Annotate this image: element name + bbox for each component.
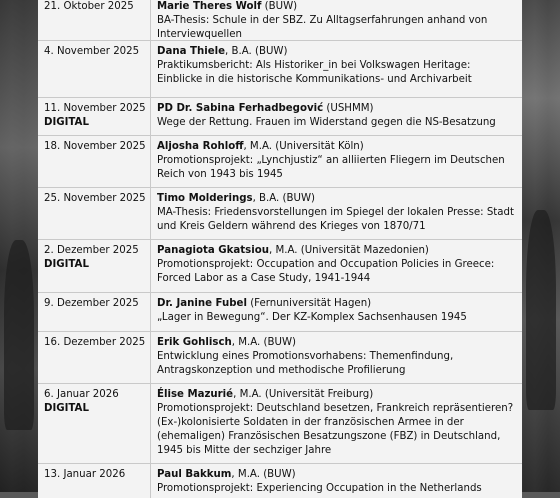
- event-info: [150, 293, 522, 331]
- talk-title: Promotionsprojekt: Occupation and Occupation Policies in Greece: Forced Labor as a Case Study, 1941-1944: [157, 259, 495, 284]
- talk-title: MA-Thesis: Friedensvorstellungen im Spiegel der lokalen Presse: Stadt und Kreis Geldern während des Krieges von 1870/71: [157, 207, 514, 232]
- event-date: 13. Januar 2026: [44, 469, 126, 480]
- event-info: [150, 136, 522, 187]
- speaker-affiliation: , M.A. (Universität Mazedonien): [268, 245, 429, 256]
- table-row: [38, 332, 522, 384]
- speaker-name: Timo Molderings: [157, 193, 253, 204]
- speaker-affiliation: (USHMM): [323, 103, 374, 114]
- speaker-affiliation: (BUW): [261, 1, 298, 12]
- speaker-name: Dana Thiele: [157, 46, 226, 57]
- background-figure: [4, 240, 34, 430]
- talk-title: BA-Thesis: Schule in der SBZ. Zu Alltagserfahrungen anhand von Interviewquellen: [157, 15, 488, 40]
- speaker-name: Paul Bakkum: [157, 469, 232, 480]
- talk-title: Praktikumsbericht: Als Historiker_in bei Volkswagen Heritage: Einblicke in die historische Kommunikations- und Archivarbeit: [157, 60, 472, 85]
- event-date: 16. Dezember 2025: [44, 337, 146, 348]
- event-date: 2. Dezember 2025 DIGITAL: [38, 240, 150, 292]
- digital-badge: DIGITAL: [44, 259, 89, 270]
- event-info: [150, 384, 522, 463]
- event-date: 18. November 2025: [44, 141, 146, 152]
- talk-title: Entwicklung eines Promotionsvorhabens: Themenfindung, Antragskonzeption und methodische Profilierung: [157, 351, 454, 376]
- table-row: [38, 240, 522, 293]
- table-row: [38, 293, 522, 332]
- table-row: [38, 136, 522, 188]
- event-date: 21. Oktober 2025: [44, 1, 134, 12]
- talk-title: „Lager in Bewegung“. Der KZ-Komplex Sachsenhausen 1945: [157, 312, 467, 323]
- talk-title: Wege der Rettung. Frauen im Widerstand gegen die NS-Besatzung: [157, 117, 496, 128]
- speaker-name: PD Dr. Sabina Ferhadbegović: [157, 103, 324, 114]
- talk-title: Promotionsprojekt: Deutschland besetzen, Frankreich repräsentieren? (Ex-)kolonisierte Soldaten in der französischen Armee in der (ehemaligen) Französischen Besatzungszone (FBZ) in Deutschland, 1945 bis Mitte der sechziger Jahre: [157, 403, 514, 456]
- event-date: 11. November 2025 DIGITAL: [44, 103, 146, 128]
- speaker-name: Erik Gohlisch: [157, 337, 232, 348]
- talk-title: Promotionsprojekt: „Lynchjustiz“ an alliierten Fliegern im Deutschen Reich von 1943 bis 1945: [157, 155, 505, 180]
- table-row: [38, 98, 522, 136]
- table-row: [38, 41, 522, 98]
- speaker-affiliation: , M.A. (BUW): [231, 469, 296, 480]
- speaker-name: Panagiota Gkatsiou: [157, 245, 269, 256]
- event-info: [150, 41, 522, 97]
- event-info: [150, 98, 522, 135]
- schedule-table: [38, 0, 522, 498]
- speaker-name: Élise Mazurié: [157, 389, 234, 400]
- event-date: 4. November 2025: [44, 46, 140, 57]
- event-date: 6. Januar 2026 DIGITAL: [38, 384, 150, 463]
- speaker-affiliation: (Fernuniversität Hagen): [246, 298, 372, 309]
- event-info: [150, 332, 522, 383]
- table-row: [38, 0, 522, 41]
- speaker-affiliation: , M.A. (BUW): [231, 337, 296, 348]
- event-date: 9. Dezember 2025: [44, 298, 139, 309]
- digital-badge: DIGITAL: [44, 117, 89, 128]
- speaker-affiliation: , B.A. (BUW): [252, 193, 316, 204]
- background-figure: [526, 210, 556, 410]
- event-info: [150, 240, 522, 292]
- talk-title: Promotionsprojekt: Experiencing Occupation in the Netherlands: [157, 483, 482, 494]
- speaker-affiliation: , M.A. (Universität Freiburg): [233, 389, 374, 400]
- speaker-affiliation: , B.A. (BUW): [225, 46, 288, 57]
- table-row: [38, 188, 522, 240]
- event-info: [150, 188, 522, 239]
- event-info: [150, 464, 522, 498]
- event-date: 25. November 2025: [44, 193, 146, 204]
- digital-badge: DIGITAL: [44, 403, 89, 414]
- speaker-name: Marie Theres Wolf: [157, 1, 262, 12]
- table-row: [38, 464, 522, 498]
- event-info: [150, 0, 522, 40]
- speaker-name: Dr. Janine Fubel: [157, 298, 247, 309]
- table-row: [38, 384, 522, 464]
- speaker-name: Aljosha Rohloff: [157, 141, 244, 152]
- speaker-affiliation: , M.A. (Universität Köln): [243, 141, 364, 152]
